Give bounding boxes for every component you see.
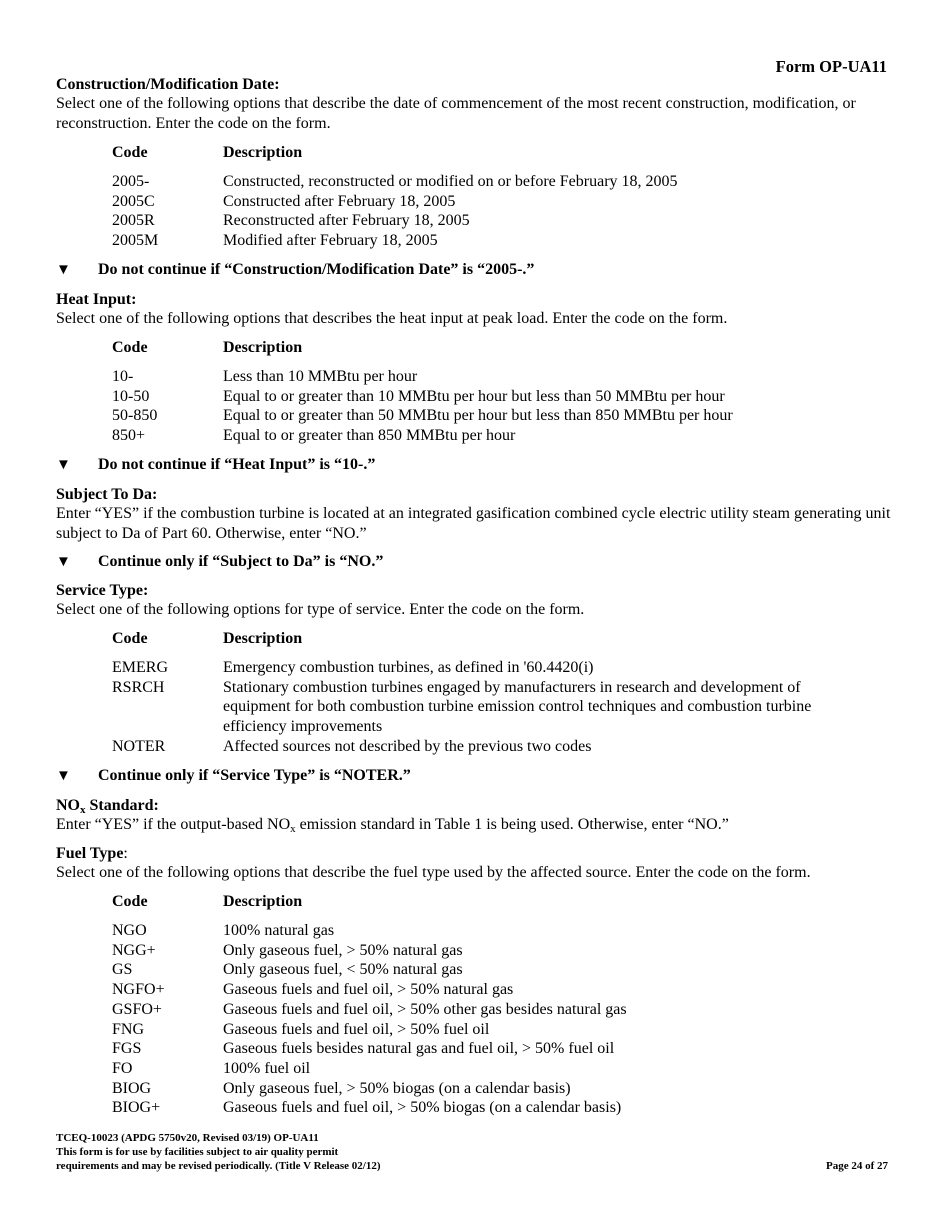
table-row bbox=[112, 172, 872, 192]
description-cell: Equal to or greater than 10 MMBtu per hour but less than 50 MMBtu per hour bbox=[223, 387, 725, 405]
code-cell: 2005- bbox=[112, 173, 150, 190]
description-cell: Less than 10 MMBtu per hour bbox=[223, 368, 418, 385]
description-cell: Gaseous fuels and fuel oil, > 50% fuel oil bbox=[223, 1020, 490, 1038]
da-text: Enter “YES” if the combustion turbine is located at an integrated gasification combined cycle electric utility steam generating unit subject to Da of Part 60. Otherwise, enter “NO.” bbox=[56, 505, 891, 542]
fuel-title-colon: : bbox=[123, 845, 128, 862]
table-row bbox=[112, 737, 872, 757]
construction-section bbox=[56, 75, 892, 251]
code-cell: GS bbox=[112, 961, 133, 979]
service-title: Service Type: bbox=[56, 582, 149, 599]
description-cell: Emergency combustion turbines, as defined in '60.4420(i) bbox=[223, 659, 594, 676]
heat-title: Heat Input: bbox=[56, 291, 137, 308]
table-row bbox=[112, 941, 872, 961]
heat-table bbox=[112, 338, 872, 446]
nox-title-pre: NO bbox=[56, 797, 80, 814]
description-cell: Gaseous fuels and fuel oil, > 50% biogas (on a calendar basis) bbox=[223, 1099, 622, 1117]
table-row bbox=[112, 921, 872, 941]
heat-note bbox=[56, 455, 375, 475]
form-id: Form OP-UA11 bbox=[775, 57, 887, 76]
da-note-text: Continue only if “Subject to Da” is “NO.” bbox=[98, 553, 384, 570]
table-row bbox=[112, 1020, 872, 1040]
code-cell: FGS bbox=[112, 1040, 142, 1058]
description-column-header: Description bbox=[223, 144, 303, 161]
description-cell: Only gaseous fuel, > 50% natural gas bbox=[223, 941, 463, 959]
table-row bbox=[112, 1000, 872, 1020]
table-row bbox=[112, 960, 872, 980]
fuel-title bbox=[56, 844, 892, 863]
table-header bbox=[112, 892, 872, 912]
table-row bbox=[112, 1059, 872, 1079]
heat-text: Select one of the following options that describes the heat input at peak load. Enter the code on the form. bbox=[56, 310, 728, 327]
code-column-header: Code bbox=[112, 630, 148, 647]
nox-text bbox=[56, 815, 892, 835]
description-cell: Reconstructed after February 18, 2005 bbox=[223, 212, 470, 230]
footer-line1: TCEQ-10023 (APDG 5750v20, Revised 03/19) OP-UA11 bbox=[56, 1132, 319, 1144]
down-arrow-icon: ▼ bbox=[56, 554, 71, 570]
heat-note-text: Do not continue if “Heat Input” is “10-.” bbox=[98, 456, 376, 473]
description-cell: Only gaseous fuel, > 50% biogas (on a calendar basis) bbox=[223, 1079, 571, 1097]
construction-table bbox=[112, 143, 872, 251]
description-cell: Equal to or greater than 50 MMBtu per hour but less than 850 MMBtu per hour bbox=[223, 407, 733, 425]
description-cell: Modified after February 18, 2005 bbox=[223, 232, 438, 250]
table-row bbox=[112, 231, 872, 251]
down-arrow-icon: ▼ bbox=[56, 457, 71, 473]
code-cell: 850+ bbox=[112, 427, 146, 445]
code-cell: NGG+ bbox=[112, 941, 156, 959]
code-cell: BIOG+ bbox=[112, 1099, 161, 1117]
da-title: Subject To Da: bbox=[56, 486, 158, 503]
code-cell: 2005R bbox=[112, 212, 155, 230]
description-cell: Only gaseous fuel, < 50% natural gas bbox=[223, 961, 463, 979]
service-text: Select one of the following options for type of service. Enter the code on the form. bbox=[56, 601, 585, 618]
description-cell: Stationary combustion turbines engaged by manufacturers in research and development of equipment for both combustion turbine emission control techniques and combustion turbine efficiency improvements bbox=[223, 678, 812, 736]
nox-text-post: emission standard in Table 1 is being used. Otherwise, enter “NO.” bbox=[295, 816, 729, 833]
table-header bbox=[112, 143, 872, 163]
table-row bbox=[112, 658, 872, 678]
code-cell: 10-50 bbox=[112, 387, 150, 405]
heat-section bbox=[56, 290, 892, 446]
description-column-header: Description bbox=[223, 339, 303, 356]
nox-title-post: Standard: bbox=[85, 797, 159, 814]
code-cell: 50-850 bbox=[112, 407, 158, 425]
code-cell: RSRCH bbox=[112, 678, 165, 696]
service-section bbox=[56, 581, 892, 757]
code-cell: NGO bbox=[112, 922, 147, 939]
nox-text-pre: Enter “YES” if the output-based NO bbox=[56, 816, 291, 833]
code-cell: BIOG bbox=[112, 1079, 152, 1097]
table-row bbox=[112, 192, 872, 212]
fuel-title-text: Fuel Type bbox=[56, 845, 124, 862]
table-row bbox=[112, 1079, 872, 1099]
table-row bbox=[112, 387, 872, 407]
page-number: Page 24 of 27 bbox=[825, 1160, 888, 1172]
page-footer bbox=[56, 1131, 888, 1173]
nox-title-sub: x bbox=[80, 804, 86, 816]
table-row bbox=[112, 678, 872, 737]
table-row bbox=[112, 426, 872, 446]
table-row bbox=[112, 980, 872, 1000]
table-row bbox=[112, 1098, 872, 1118]
da-note bbox=[56, 552, 383, 572]
code-column-header: Code bbox=[112, 144, 148, 161]
down-arrow-icon: ▼ bbox=[56, 768, 71, 784]
code-cell: FNG bbox=[112, 1020, 145, 1038]
footer-line2: This form is for use by facilities subject to air quality permit bbox=[56, 1146, 339, 1158]
table-header bbox=[112, 629, 872, 649]
description-cell: Gaseous fuels and fuel oil, > 50% other gas besides natural gas bbox=[223, 1000, 627, 1018]
construction-title: Construction/Modification Date: bbox=[56, 76, 280, 93]
description-cell: Gaseous fuels besides natural gas and fuel oil, > 50% fuel oil bbox=[223, 1040, 615, 1058]
table-row bbox=[112, 1039, 872, 1059]
fuel-text: Select one of the following options that describe the fuel type used by the affected source. Enter the code on the form. bbox=[56, 864, 811, 881]
code-cell: 10- bbox=[112, 368, 134, 385]
description-cell: 100% natural gas bbox=[223, 922, 335, 939]
table-row bbox=[112, 211, 872, 231]
service-table bbox=[112, 629, 872, 757]
service-note-text: Continue only if “Service Type” is “NOTER.” bbox=[98, 767, 411, 784]
code-column-header: Code bbox=[112, 339, 148, 356]
code-cell: EMERG bbox=[112, 659, 168, 676]
description-column-header: Description bbox=[223, 893, 303, 910]
code-cell: 2005M bbox=[112, 232, 159, 250]
nox-section bbox=[56, 796, 892, 835]
description-cell: Affected sources not described by the previous two codes bbox=[223, 737, 592, 755]
code-column-header: Code bbox=[112, 893, 148, 910]
code-cell: FO bbox=[112, 1059, 133, 1077]
fuel-section bbox=[56, 844, 892, 1118]
footer-line3: requirements and may be revised periodically. (Title V Release 02/12) bbox=[56, 1160, 381, 1172]
construction-text: Select one of the following options that describe the date of commencement of the most recent construction, modification, or reconstruction. Enter the code on the form. bbox=[56, 95, 856, 132]
service-note bbox=[56, 766, 411, 786]
nox-text-sub: x bbox=[290, 823, 296, 835]
code-cell: NGFO+ bbox=[112, 981, 165, 999]
description-column-header: Description bbox=[223, 630, 303, 647]
fuel-table bbox=[112, 892, 872, 1118]
code-cell: GSFO+ bbox=[112, 1000, 162, 1018]
description-cell: Constructed after February 18, 2005 bbox=[223, 192, 456, 210]
table-row bbox=[112, 406, 872, 426]
construction-note-text: Do not continue if “Construction/Modification Date” is “2005-.” bbox=[98, 261, 535, 278]
description-cell: Constructed, reconstructed or modified on or before February 18, 2005 bbox=[223, 173, 678, 190]
description-cell: Gaseous fuels and fuel oil, > 50% natural gas bbox=[223, 981, 514, 999]
down-arrow-icon: ▼ bbox=[56, 262, 71, 278]
table-header bbox=[112, 338, 872, 358]
table-row bbox=[112, 367, 872, 387]
code-cell: NOTER bbox=[112, 737, 166, 755]
code-cell: 2005C bbox=[112, 192, 155, 210]
da-section bbox=[56, 485, 892, 544]
description-cell: Equal to or greater than 850 MMBtu per hour bbox=[223, 427, 516, 445]
nox-title bbox=[56, 796, 892, 815]
description-cell: 100% fuel oil bbox=[223, 1059, 311, 1077]
construction-note bbox=[56, 260, 534, 280]
